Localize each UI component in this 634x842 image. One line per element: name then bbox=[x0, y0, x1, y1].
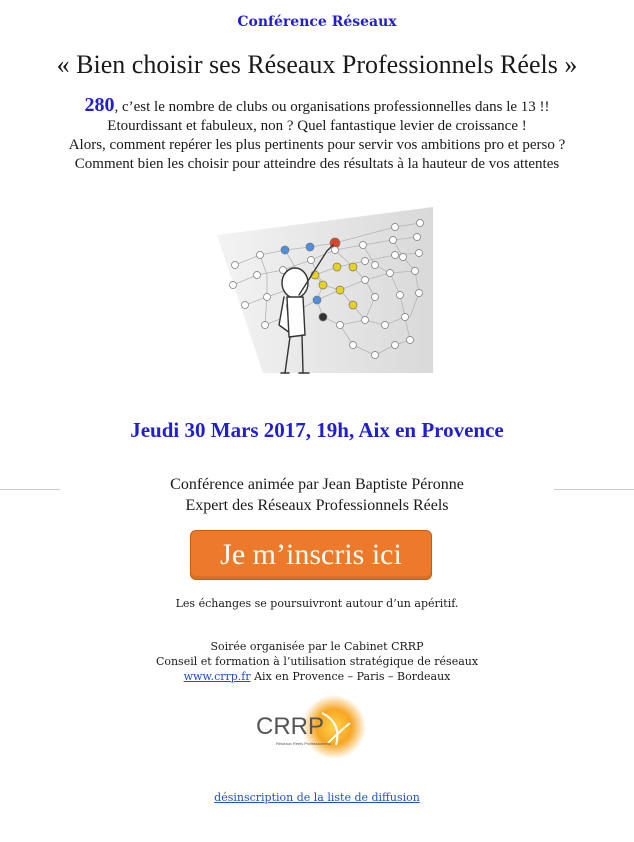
intro-line-3: Alors, comment repérer les plus pertinents pour servir vos ambitions pro et perso ? bbox=[68, 137, 566, 153]
stat-number: 280 bbox=[84, 94, 115, 116]
intro-line-4: Comment bien les choisir pour atteindre des résultats à la hauteur de vos attentes bbox=[74, 156, 560, 172]
page-title: « Bien choisir ses Réseaux Professionnels Réels » bbox=[56, 50, 578, 79]
organiser-line-2: Conseil et formation à l’utilisation stratégique de réseaux bbox=[155, 655, 479, 668]
intro-line-2: Etourdissant et fabuleux, non ? Quel fantastique levier de croissance ! bbox=[107, 118, 527, 134]
speaker-block bbox=[0, 474, 634, 516]
organiser-line-3 bbox=[0, 669, 634, 684]
organiser-line-1: Soirée organisée par le Cabinet CRRP bbox=[210, 640, 424, 653]
logo-tagline: Réseaux Réels Professionnels bbox=[276, 741, 331, 746]
network-wall bbox=[217, 207, 433, 373]
speaker-line-1: Conférence animée par Jean Baptiste Péronne bbox=[170, 476, 464, 493]
network-illustration bbox=[205, 205, 435, 385]
organiser-block bbox=[0, 639, 634, 684]
stat-text: , c’est le nombre de clubs ou organisations professionnelles dans le 13 !! bbox=[114, 99, 550, 115]
logo-wordmark: CRRP bbox=[256, 713, 325, 740]
website-link[interactable]: www.crrp.fr bbox=[183, 670, 251, 683]
unsubscribe-footer bbox=[0, 791, 634, 804]
intro-paragraph bbox=[0, 96, 634, 174]
register-button-wrap bbox=[190, 530, 432, 580]
speaker-line-2: Expert des Réseaux Professionnels Réels bbox=[185, 497, 449, 514]
unsubscribe-link[interactable]: désinscription de la liste de diffusion bbox=[214, 791, 420, 804]
organiser-cities: Aix en Provence – Paris – Bordeaux bbox=[250, 670, 451, 683]
event-date-place: Jeudi 30 Mars 2017, 19h, Aix en Provence bbox=[130, 418, 504, 442]
intro-line-stat bbox=[0, 96, 634, 117]
register-button[interactable]: Je m’inscris ici bbox=[190, 530, 432, 580]
crrp-logo bbox=[250, 693, 370, 759]
aperitif-note: Les échanges se poursuivront autour d’un apéritif. bbox=[175, 597, 459, 610]
event-kicker: Conférence Réseaux bbox=[237, 14, 397, 30]
